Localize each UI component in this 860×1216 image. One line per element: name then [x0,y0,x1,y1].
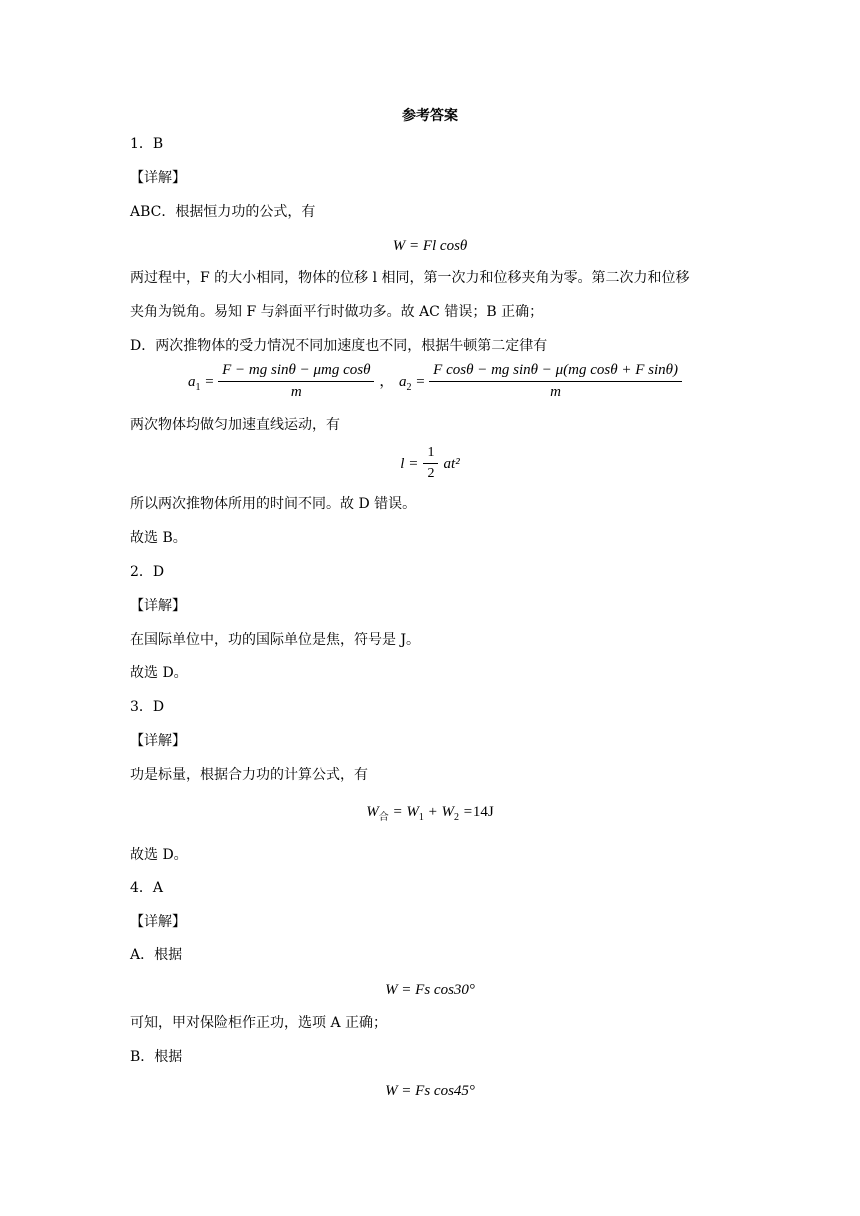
total-work-value: 14J [472,804,494,820]
answer-1: 1．B [130,136,164,152]
q1-line-6: 所以两次推物体所用的时间不同。故 D 错误。 [130,496,417,512]
acceleration-1-numerator: F − mg sinθ − μmg cosθ [218,362,374,382]
q1-line-4: D．两次推物体的受力情况不同加速度也不同，根据牛顿第二定律有 [130,338,548,354]
displacement-rhs: at² [443,456,460,472]
q2-line-2: 故选 D。 [130,665,188,681]
acceleration-1-denominator: m [290,384,302,400]
detail-heading-3: 【详解】 [130,733,186,749]
q1-line-7: 故选 B。 [130,530,187,546]
acceleration-2-numerator: F cosθ − mg sinθ − μ(mg cosθ + F sinθ) [429,362,682,382]
answer-4: 4．A [130,880,164,896]
answer-2: 2．D [130,564,165,580]
half-fraction [423,445,438,482]
total-subscript: 合 [378,812,389,823]
q1-formula-work: W = Fl cosθ [392,238,468,254]
detail-heading-2: 【详解】 [130,598,186,614]
page-title: 参考答案 [402,108,458,124]
q1-line-5: 两次物体均做匀加速直线运动，有 [130,417,340,433]
half-denominator: 2 [427,466,435,481]
q1-line-3: 夹角为锐角。易知 F 与斜面平行时做功多。故 AC 错误；B 正确； [130,304,544,320]
q1-line-2: 两过程中，F 的大小相同，物体的位移 l 相同，第一次力和位移夹角为零。第二次力和位移 [130,270,690,286]
acceleration-1-fraction [218,362,374,401]
q3-line-2: 故选 D。 [130,847,188,863]
q1-formula-displacement [0,445,860,482]
q4-line-3: B．根据 [130,1049,183,1065]
acceleration-2-denominator: m [550,384,562,400]
q4-line-2: 可知，甲对保险柜作正功，选项 A 正确； [130,1015,388,1031]
q3-line-1: 功是标量，根据合力功的计算公式，有 [130,767,368,783]
answer-3: 3．D [130,699,165,715]
q2-line-1: 在国际单位中，功的国际单位是焦，符号是 J。 [130,632,421,648]
half-numerator: 1 [423,445,438,464]
q3-formula-total-work: $W_合 = W_1 + W_2 =14J$ [366,804,494,823]
q4-formula-45: W = Fs cos45° [385,1083,475,1099]
detail-heading-1: 【详解】 [130,170,186,186]
acceleration-2-fraction [429,362,682,401]
detail-heading-4: 【详解】 [130,914,186,930]
q1-line-1: ABC．根据恒力功的公式，有 [130,204,316,220]
q1-formula-acceleration: $a_1$ = $\frac{\text{F − mg sinθ − μmg cosθ}}{m}$ ， $a_2$ = $\frac{\text{F cosθ − mg sinθ − μ(mg cosθ + F sinθ)}}{m}$ [188,362,682,401]
q4-line-1: A．根据 [130,947,183,963]
displacement-lhs: l = [400,456,419,472]
q4-formula-30: W = Fs cos30° [385,982,475,998]
